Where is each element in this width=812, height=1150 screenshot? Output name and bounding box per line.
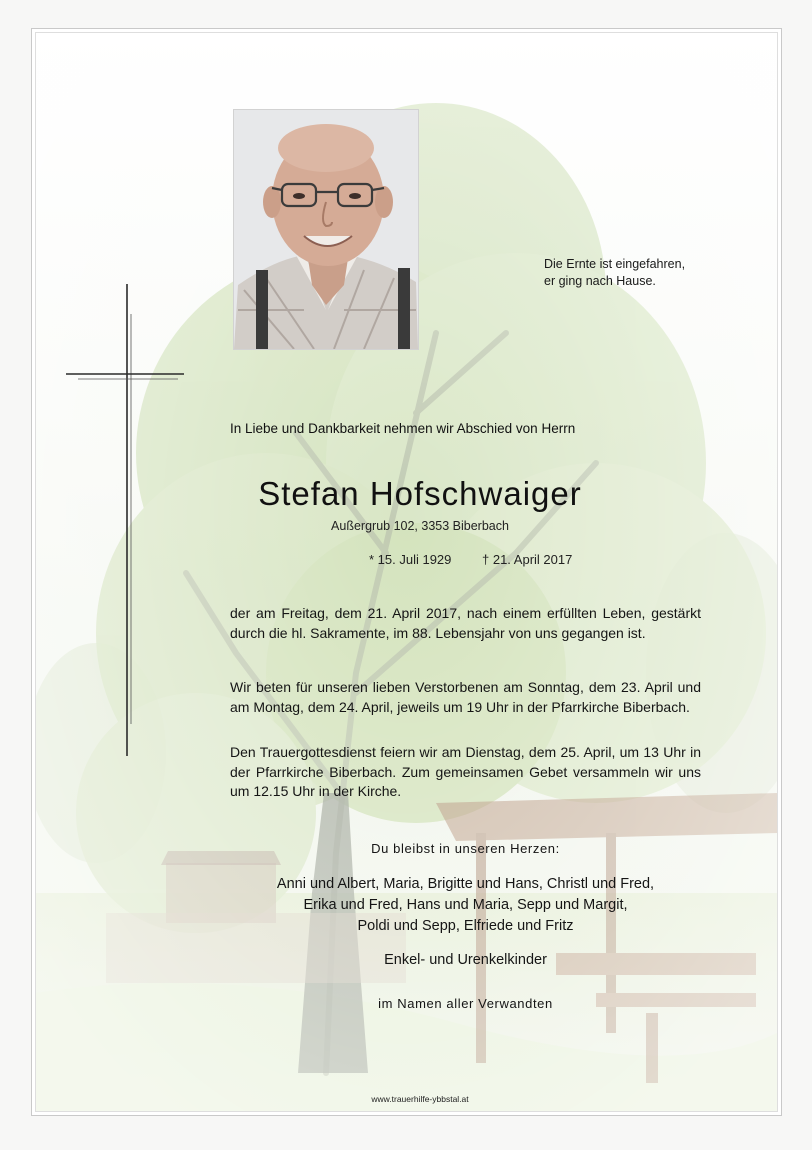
website-link[interactable]: www.trauerhilfe-ybbstal.at bbox=[371, 1094, 469, 1104]
grandchildren-text: Enkel- und Urenkelkinder bbox=[384, 952, 547, 968]
paragraph-passing: der am Freitag, dem 21. April 2017, nach einem erfüllten Leben, gestärkt durch die hl. Sakramente, im 88. Lebensjahr von uns gegangen ist. bbox=[230, 605, 701, 641]
quote bbox=[544, 256, 744, 290]
paragraph-funeral-service: Den Trauergottesdienst feiern wir am Dienstag, dem 25. April, um 13 Uhr in der Pfarrkirche Biberbach. Zum gemeinsamen Gebet versammeln wir uns um 12.15 Uhr in der Kirche. bbox=[230, 744, 701, 799]
relatives-text: im Namen aller Verwandten bbox=[378, 996, 553, 1011]
portrait-photo bbox=[233, 109, 419, 350]
intro-text: In Liebe und Dankbarkeit nehmen wir Abschied von Herrn bbox=[230, 421, 576, 436]
deceased-address: Außergrub 102, 3353 Biberbach bbox=[331, 519, 509, 533]
quote-line-1: Die Ernte ist eingefahren, bbox=[544, 257, 686, 271]
family-line: Erika und Fred, Hans und Maria, Sepp und Margit, bbox=[303, 897, 628, 913]
deceased-name: Stefan Hofschwaiger bbox=[258, 475, 582, 512]
birth-date: * 15. Juli 1929 bbox=[369, 552, 452, 567]
remain-in-hearts-text: Du bleibst in unseren Herzen: bbox=[371, 841, 560, 856]
quote-line-2: er ging nach Hause. bbox=[544, 274, 656, 288]
portrait-image bbox=[234, 110, 418, 349]
family-line: Poldi und Sepp, Elfriede und Fritz bbox=[357, 918, 574, 934]
family-list bbox=[230, 874, 701, 937]
family-line: Anni und Albert, Maria, Brigitte und Hans, Christl und Fred, bbox=[276, 876, 655, 892]
paragraph-prayer: Wir beten für unseren lieben Verstorbenen am Sonntag, dem 23. April und am Montag, dem 24. April, jeweils um 19 Uhr in der Pfarrkirche Biberbach. bbox=[230, 679, 701, 715]
death-date: † 21. April 2017 bbox=[482, 552, 573, 567]
